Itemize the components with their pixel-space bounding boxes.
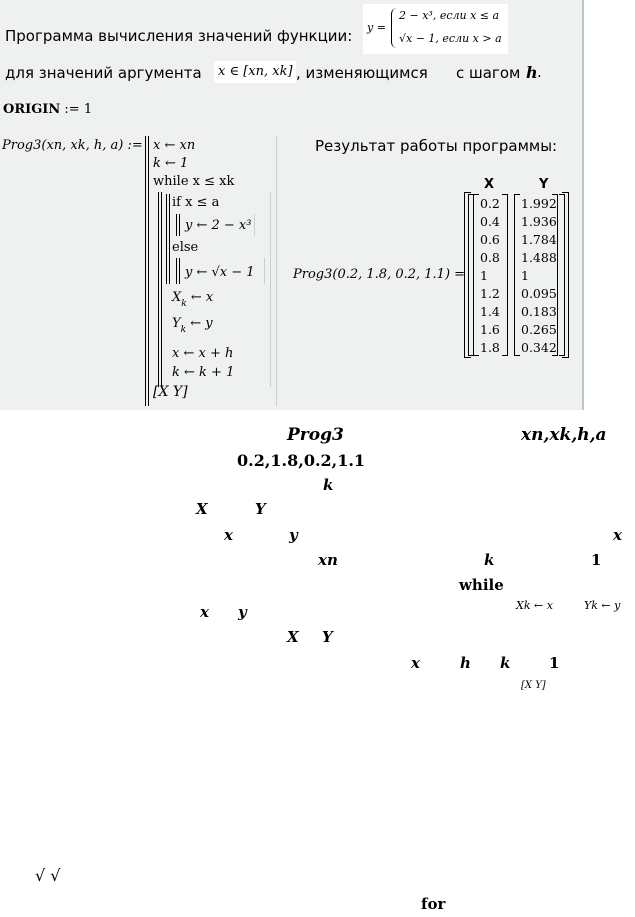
- case-1: 2 − x³, если x ≤ a: [399, 9, 500, 22]
- x-value: 1.2: [480, 286, 500, 301]
- x-value: 1: [480, 268, 488, 283]
- program-description: Программа вычисления значений функции:: [5, 27, 353, 45]
- matrix-bracket-right-inner: [559, 194, 565, 356]
- frag-x-right: x: [613, 526, 622, 544]
- x-value: 1.6: [480, 322, 500, 337]
- frag-XY: [X Y]: [521, 680, 546, 691]
- program-region-edge: [276, 136, 277, 406]
- while-bar-1: [158, 192, 159, 387]
- y-value: 1.784: [521, 232, 557, 247]
- result-heading: Результат работы программы:: [315, 137, 558, 155]
- else-branch-bar-1: [176, 258, 177, 284]
- x-value: 0.8: [480, 250, 500, 265]
- program-line[interactable]: $Y_k$ ← y: [172, 316, 213, 335]
- step-variable: h: [526, 63, 538, 82]
- frag-prog3: Prog3: [287, 425, 344, 445]
- program-line[interactable]: y ← √x − 1: [185, 265, 255, 280]
- program-line[interactable]: x ← x + h: [172, 346, 234, 361]
- x-value: 0.2: [480, 196, 500, 211]
- program-line[interactable]: while x ≤ xk: [153, 174, 235, 189]
- else-branch-bar-2: [179, 258, 180, 284]
- if-branch-bar-1: [176, 214, 177, 236]
- function-var: y =: [367, 21, 386, 34]
- frag-X: X: [196, 500, 208, 518]
- while-region-edge: [270, 192, 271, 387]
- frag-Xk: Xk ← x: [516, 599, 553, 612]
- program-line[interactable]: $X_k$ ← x: [172, 290, 214, 309]
- y-value: 1.488: [521, 250, 557, 265]
- if-bar-2: [169, 194, 170, 284]
- y-value: 0.342: [521, 340, 557, 355]
- frag-h: h: [460, 654, 471, 672]
- y-value: 0.265: [521, 322, 557, 337]
- program-bar-outer-1: [145, 136, 146, 406]
- y-value: 0.183: [521, 304, 557, 319]
- frag-X2: X: [287, 628, 299, 646]
- if-branch-edge: [254, 214, 255, 236]
- program-bar-outer-2: [148, 136, 149, 406]
- column-header-y: Y: [539, 177, 549, 192]
- piecewise-function[interactable]: [363, 4, 508, 54]
- program-line[interactable]: k ← k + 1: [172, 365, 235, 380]
- program-line[interactable]: x ← xn: [153, 138, 196, 153]
- frag-Yk: Yk ← y: [584, 599, 621, 612]
- program-line[interactable]: y ← 2 − x³: [185, 218, 252, 233]
- else-branch-edge: [264, 258, 265, 284]
- frag-k2: k: [484, 551, 495, 569]
- program-call[interactable]: Prog3(0.2, 1.8, 0.2, 1.1) =: [293, 267, 466, 282]
- frag-one2: 1: [549, 654, 560, 672]
- y-value: 1: [521, 268, 529, 283]
- column-header-x: X: [484, 177, 495, 192]
- while-bar-2: [161, 192, 162, 387]
- frag-for: for: [421, 895, 446, 913]
- frag-y2: y: [238, 603, 247, 621]
- curly-brace: [391, 8, 397, 48]
- program-line[interactable]: else: [172, 240, 199, 255]
- y-value: 1.992: [521, 196, 557, 211]
- program-signature[interactable]: Prog3(xn, xk, h, a) :=: [2, 138, 143, 153]
- frag-k3: k: [500, 654, 511, 672]
- x-column-bracket-left: [473, 194, 479, 356]
- case-2: √x − 1, если x > a: [399, 32, 502, 45]
- if-bar-1: [166, 194, 167, 284]
- frag-x3: x: [411, 654, 420, 672]
- program-line[interactable]: k ← 1: [153, 156, 189, 171]
- frag-call-args: 0.2,1.8,0.2,1.1: [237, 451, 366, 470]
- x-value: 1.4: [480, 304, 500, 319]
- frag-args: xn,xk,h,a: [521, 425, 607, 445]
- frag-one: 1: [591, 551, 602, 569]
- frag-xn: xn: [318, 551, 338, 569]
- frag-Y: Y: [255, 500, 266, 518]
- frag-k: k: [323, 476, 334, 494]
- program-line[interactable]: if x ≤ a: [172, 195, 220, 210]
- x-column-bracket-right: [502, 194, 508, 356]
- worksheet-right-edge: [582, 0, 584, 410]
- frag-Y2: Y: [322, 628, 333, 646]
- frag-y: y: [289, 526, 298, 544]
- y-value: 0.095: [521, 286, 557, 301]
- x-value: 0.6: [480, 232, 500, 247]
- origin-definition[interactable]: ORIGIN := 1: [3, 102, 93, 117]
- x-value: 1.8: [480, 340, 500, 355]
- x-value: 0.4: [480, 214, 500, 229]
- step-text: с шагом: [456, 64, 521, 82]
- step-period: .: [537, 63, 542, 81]
- frag-x2: x: [200, 603, 209, 621]
- frag-sqrt: √ √: [35, 866, 61, 885]
- if-branch-bar-2: [179, 214, 180, 236]
- y-value: 1.936: [521, 214, 557, 229]
- argument-description: для значений аргумента: [5, 64, 202, 82]
- frag-x: x: [224, 526, 233, 544]
- frag-while: while: [459, 576, 504, 594]
- program-return[interactable]: [X Y]: [153, 384, 188, 400]
- y-column-bracket-left: [514, 194, 520, 356]
- domain-expression[interactable]: x ∈ [xn, xk]: [214, 61, 296, 83]
- changing-text: , изменяющимся: [296, 64, 428, 82]
